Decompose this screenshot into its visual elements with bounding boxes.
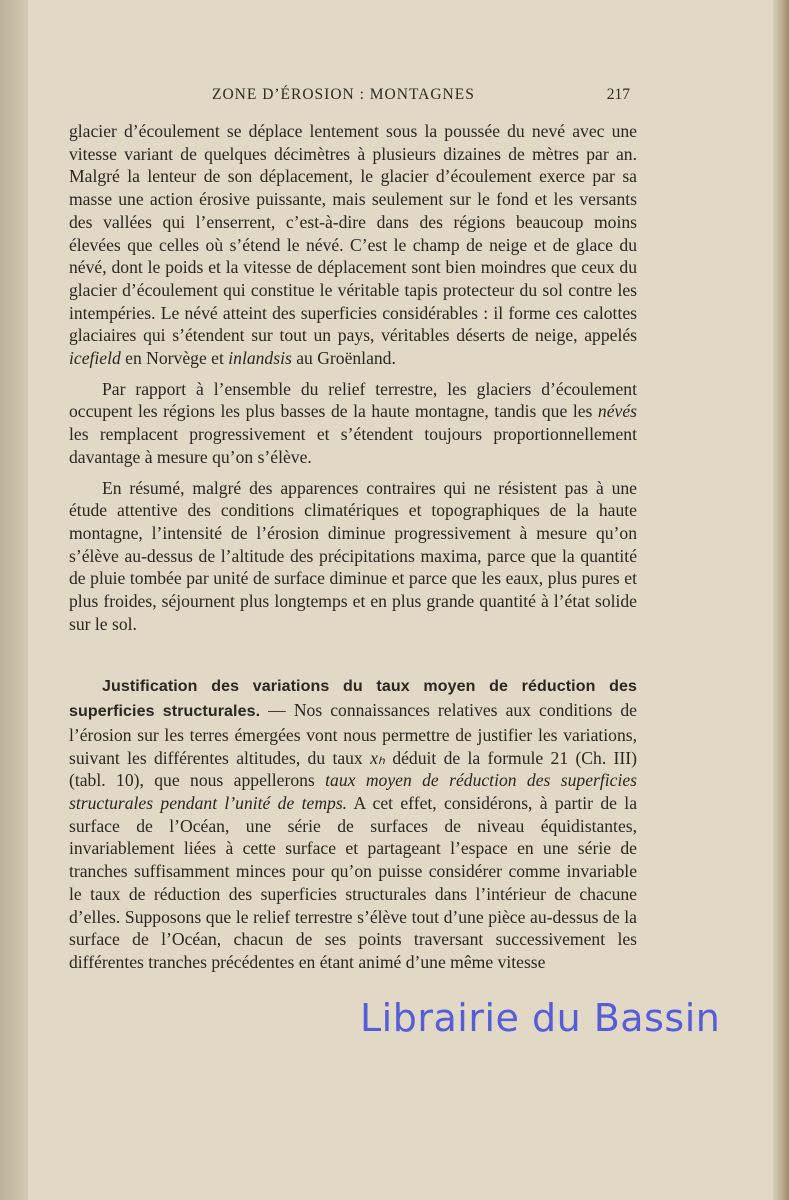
symbol-xh: xₕ: [370, 747, 385, 768]
right-page-edge: [773, 0, 789, 1200]
paragraph-resume: En résumé, malgré des apparences contraires qui ne résistent pas à une étude attentive des conditions climatériques et topographiques de la haute montagne, l’intensité de l’érosion diminue progressivement à mesure qu’on s’élève au-dessus de l’altitude des précipitations maxima, parce que la quantité de pluie tombée par unité de surface diminue et parce que les eaux, plus pures et plus froides, séjournent plus longtemps et en plus grande quantité à l’état solide sur le sol.: [69, 477, 637, 634]
paragraph-glacier: glacier d’écoulement se déplace lentement sous la poussée du nevé avec une vitesse variant de quelques décimètres à plusieurs dizaines de mètres par an. Malgré la lenteur de son déplacement, le glacier d’écoulement exerce par sa masse une action érosive puissante, mais seulement sur le fond et les versants des vallées qui l’enserrent, c’est-à-dire dans des régions beaucoup moins élevées que celles où s’étend le névé. C’est le champ de neige et de glace du névé, dont le poids et la vitesse de déplacement sont bien moindres que ceux du glacier d’écoulement qui constitue le véritable tapis protecteur du sol contre les intempéries. Le névé atteint des superficies considérables : il forme ces calottes glaciaires qui s’étendent sur tout un pays, véritables déserts de neige, appelés icefield en Norvège et inlandsis au Groënland.: [69, 121, 637, 369]
watermark-text: Librairie du Bassin: [360, 996, 721, 1040]
italic-icefield: icefield: [69, 348, 121, 369]
page-number: 217: [606, 86, 630, 103]
running-title: ZONE D’ÉROSION : MONTAGNES: [212, 86, 475, 103]
italic-taux-moyen: taux moyen de réduction des superficies structurales pendant l’unité de temps.: [69, 770, 637, 813]
italic-neves: névés: [597, 401, 637, 422]
section-heading: Justification des variations du taux moyen de réduction des superficies structurales.: [69, 678, 637, 721]
body-text: [69, 120, 637, 974]
paragraph-relief: Par rapport à l’ensemble du relief terrestre, les glaciers d’écoulement occupent les régions les plus basses de la haute montagne, tandis que les névés les remplacent progressivement et s’étendent toujours proportionnellement davantage à mesure qu’on s’élève.: [69, 378, 637, 467]
section-paragraph: Justification des variations du taux moyen de réduction des superficies structurales. — Nos connaissances relatives aux conditions de l’érosion sur les terres émergées vont nous permettre de justifier les variations, suivant les différentes altitudes, du taux xₕ déduit de la formule 21 (Ch. III) (tabl. 10), que nous appellerons taux moyen de réduction des superficies structurales pendant l’unité de temps. A cet effet, considérons, à partir de la surface de l’Océan, une série de surfaces de niveau équidistantes, invariablement liées à cette surface et partageant l’espace en une série de tranches suffisamment minces pour qu’on puisse considérer comme invariable le taux de réduction des superficies structurales dans l’intérieur de chacune d’elles. Supposons que le relief terrestre s’élève tout d’une pièce au-dessus de la surface de l’Océan, chacun de ses points traversant successivement les différentes tranches précédentes en étant animé d’une même vitesse: [69, 678, 638, 972]
page-header: [28, 86, 773, 110]
italic-inlandsis: inlandsis: [228, 348, 292, 369]
section-justification: [69, 674, 637, 973]
